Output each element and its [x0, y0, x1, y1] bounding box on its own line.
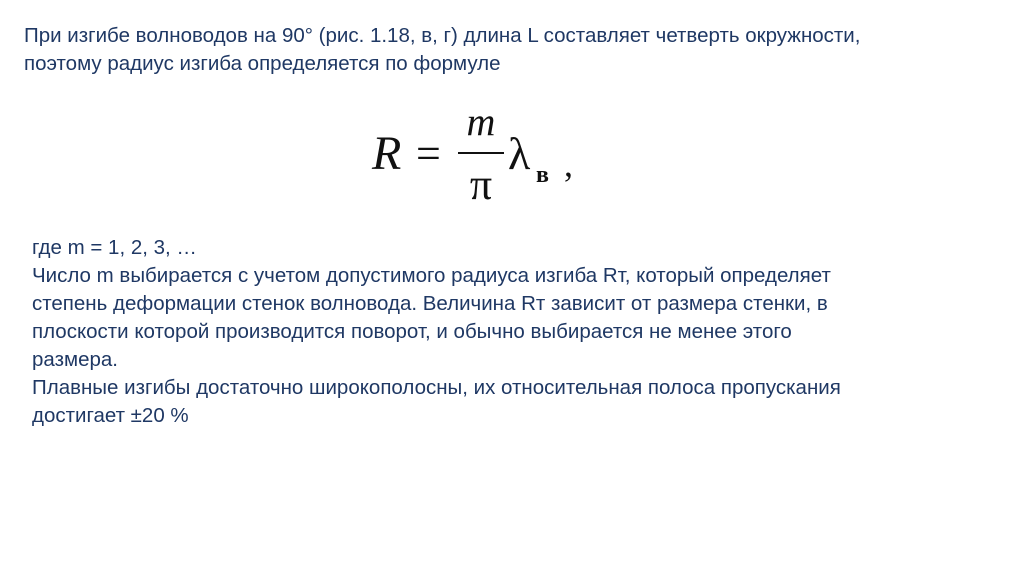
body-line-3: степень деформации стенок волновода. Величина Rт зависит от размера стенки, в: [32, 292, 828, 315]
body-line-5: размера.: [32, 348, 118, 371]
formula-subscript: в: [536, 162, 549, 188]
intro-line-1: При изгибе волноводов на 90° (рис. 1.18, в, г) длина L составляет четверть окружности,: [24, 24, 861, 47]
formula-numerator: m: [466, 99, 496, 144]
body-line-7: достигает ±20 %: [32, 404, 189, 427]
formula-lambda: λ: [508, 128, 531, 179]
formula-lhs: R: [372, 127, 402, 180]
formula-equals: =: [416, 129, 441, 178]
body-line-2: Число m выбирается с учетом допустимого радиуса изгиба Rт, который определяет: [32, 264, 831, 287]
bend-radius-formula: [372, 100, 602, 218]
body-line-1: где m = 1, 2, 3, …: [32, 236, 197, 259]
intro-line-2: поэтому радиус изгиба определяется по формуле: [24, 52, 501, 75]
fraction-bar: [458, 152, 504, 154]
formula-denominator: π: [469, 160, 493, 209]
formula-comma: ,: [564, 144, 573, 184]
intro-paragraph: [24, 22, 1004, 78]
body-line-6: Плавные изгибы достаточно широкополосны, их относительная полоса пропускания: [32, 376, 841, 399]
body-paragraph: [32, 234, 992, 430]
body-line-4: плоскости которой производится поворот, и обычно выбирается не менее этого: [32, 320, 792, 343]
